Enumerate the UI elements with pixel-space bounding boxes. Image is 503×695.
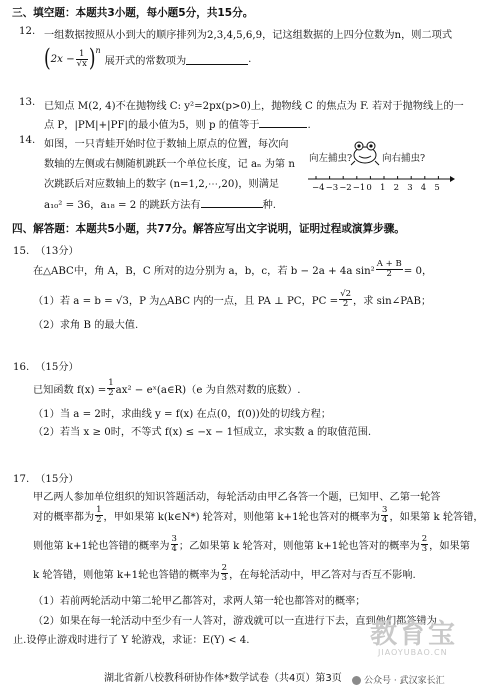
- number-line-tick-label: 5: [434, 183, 440, 193]
- q12-line1: 一组数据按照从小到大的顺序排列为2,3,4,5,6,9，记这组数据的上四分位数为n，则二项式: [44, 30, 453, 41]
- q16-line1: 已知函数 f(x) = $\frac{1}{2}$ ax² − eˣ(a∈R)（e 为自然对数的底数）.: [33, 377, 301, 398]
- q13-answer-blank[interactable]: [259, 117, 307, 128]
- q17-line4: k 轮答错，则他第 k+1轮也答错的概率为 $\frac{2}{3}$ ，在每轮活动中，甲乙答对与否互不影响.: [33, 562, 416, 583]
- number-line-tick-label: 2: [393, 183, 400, 193]
- q17-part2-line2: 止.设停止游戏时进行了 Y 轮游戏，求证：E(Y) < 4.: [13, 635, 250, 646]
- q14-number: 14.: [19, 135, 36, 146]
- number-line-tick-label: 1: [380, 183, 386, 193]
- q15-part1: （1）若 a = b = √3，P 为△ABC 内的一点，且 PA ⊥ PC，PC = $\frac{√2}{2}$ ，求 sin∠PAB；: [33, 288, 432, 309]
- watermark-logo: 教育宝: [370, 619, 457, 650]
- number-line-tick-label: −2: [339, 183, 352, 193]
- q13-line1: 已知点 M(2, 4)不在抛物线 C: y²=2px(p>0)上，抛物线 C 的焦点为 F. 若对于抛物线上的一: [44, 101, 464, 112]
- q13-line2: 点 P，|PM|+|PF|的最小值为5，则 p 的值等于 .: [44, 116, 311, 131]
- q17-line2: 对的概率都为 $\frac{1}{2}$ ，甲如果第 k(k∈N*) 轮答对，则他第 k+1轮也答对的概率为 $\frac{3}{4}$ ，如果第 k 轮答错，: [33, 504, 484, 525]
- watermark-url: JIAOYUBAO.CN: [378, 648, 448, 657]
- q14-answer-blank[interactable]: [201, 197, 263, 208]
- number-line-tick-label: −1: [352, 183, 366, 193]
- wechat-icon: [352, 676, 361, 685]
- q17-header: 17. （15分）: [13, 474, 79, 485]
- number-line-tick-label: 4: [420, 183, 427, 193]
- q15-header: 15. （13分）: [13, 246, 79, 257]
- q14-label-right: 向右捕虫?: [382, 153, 426, 164]
- q16-header: 16. （15分）: [13, 362, 79, 373]
- q16-part2: （2）若当 x ≥ 0时，不等式 f(x) ≤ −x − 1恒成立，求实数 a 的取值范围.: [33, 427, 372, 438]
- q12-fraction: $\frac{1}{√x}$: [76, 48, 87, 69]
- q12-line2: ( 2x − $\frac{1}{√x}$ ) $^n$ 展开式的常数项为 .: [44, 45, 252, 73]
- section3-heading: 三、填空题：本题共3小题，每小题5分，共15分。: [12, 7, 254, 19]
- q14-line4: a₁₀² = 36，a₁₈ = 2 的跳跃方法有 种.: [44, 196, 276, 211]
- number-line-tick-label: 0: [366, 183, 372, 193]
- q12-answer-blank[interactable]: [186, 54, 248, 65]
- page-footer: 湖北省新八校教科研协作体*数学试卷（共4页）第3页: [104, 673, 342, 684]
- q16-part1: （1）当 a = 2时，求曲线 y = f(x) 在点(0，f(0))处的切线方程；: [33, 409, 332, 420]
- frog-icon: [350, 140, 380, 166]
- number-line-tick-label: −4: [312, 183, 325, 193]
- q14-line2: 数轴的左侧或右侧随机跳跃一个单位长度，记 aₙ 为第 n: [44, 159, 295, 170]
- q14-line1: 如图，一只青蛙开始时位于数轴上原点的位置，每次向: [44, 139, 289, 150]
- q17-part2-line1: （2）如果在每一轮活动中至少有一人答对，游戏就可以一直进行下去，直到他们都答错为: [33, 616, 437, 627]
- number-line-tick-label: 3: [407, 183, 413, 193]
- section4-heading: 四、解答题：本题共5小题，共77分。解答应写出文字说明，证明过程或演算步骤。: [12, 223, 405, 235]
- q13-number: 13.: [19, 97, 36, 108]
- q15-part2: （2）求角 B 的最大值.: [33, 320, 139, 331]
- q17-line3: 则他第 k+1轮也答错的概率为 $\frac{3}{4}$ ；乙如果第 k 轮答对，则他第 k+1轮也答对的概率为 $\frac{2}{3}$ ，如果第: [33, 533, 470, 554]
- q12-number: 12.: [19, 26, 36, 37]
- q17-part1: （1）若前两轮活动中第二轮甲乙都答对，求两人第一轮也都答对的概率；: [33, 596, 366, 607]
- q14-line3: 次跳跃后对应数轴上的数字 (n=1,2,⋯,20)，则满足: [44, 179, 280, 190]
- q14-label-left: 向左捕虫?: [309, 153, 353, 164]
- q15-line1: 在△ABC中，角 A，B，C 所对的边分别为 a，b，c，若 b − 2a + 4a sin² $\frac{A + B}{2}$ = 0，: [33, 258, 433, 279]
- wechat-account: 公众号 · 武汉家长汇: [352, 673, 445, 686]
- number-line-tick-label: −3: [325, 183, 339, 193]
- q17-line1: 甲乙两人参加单位组织的知识答题活动，每轮活动由甲乙各答一个题，已知甲、乙第一轮答: [33, 492, 441, 503]
